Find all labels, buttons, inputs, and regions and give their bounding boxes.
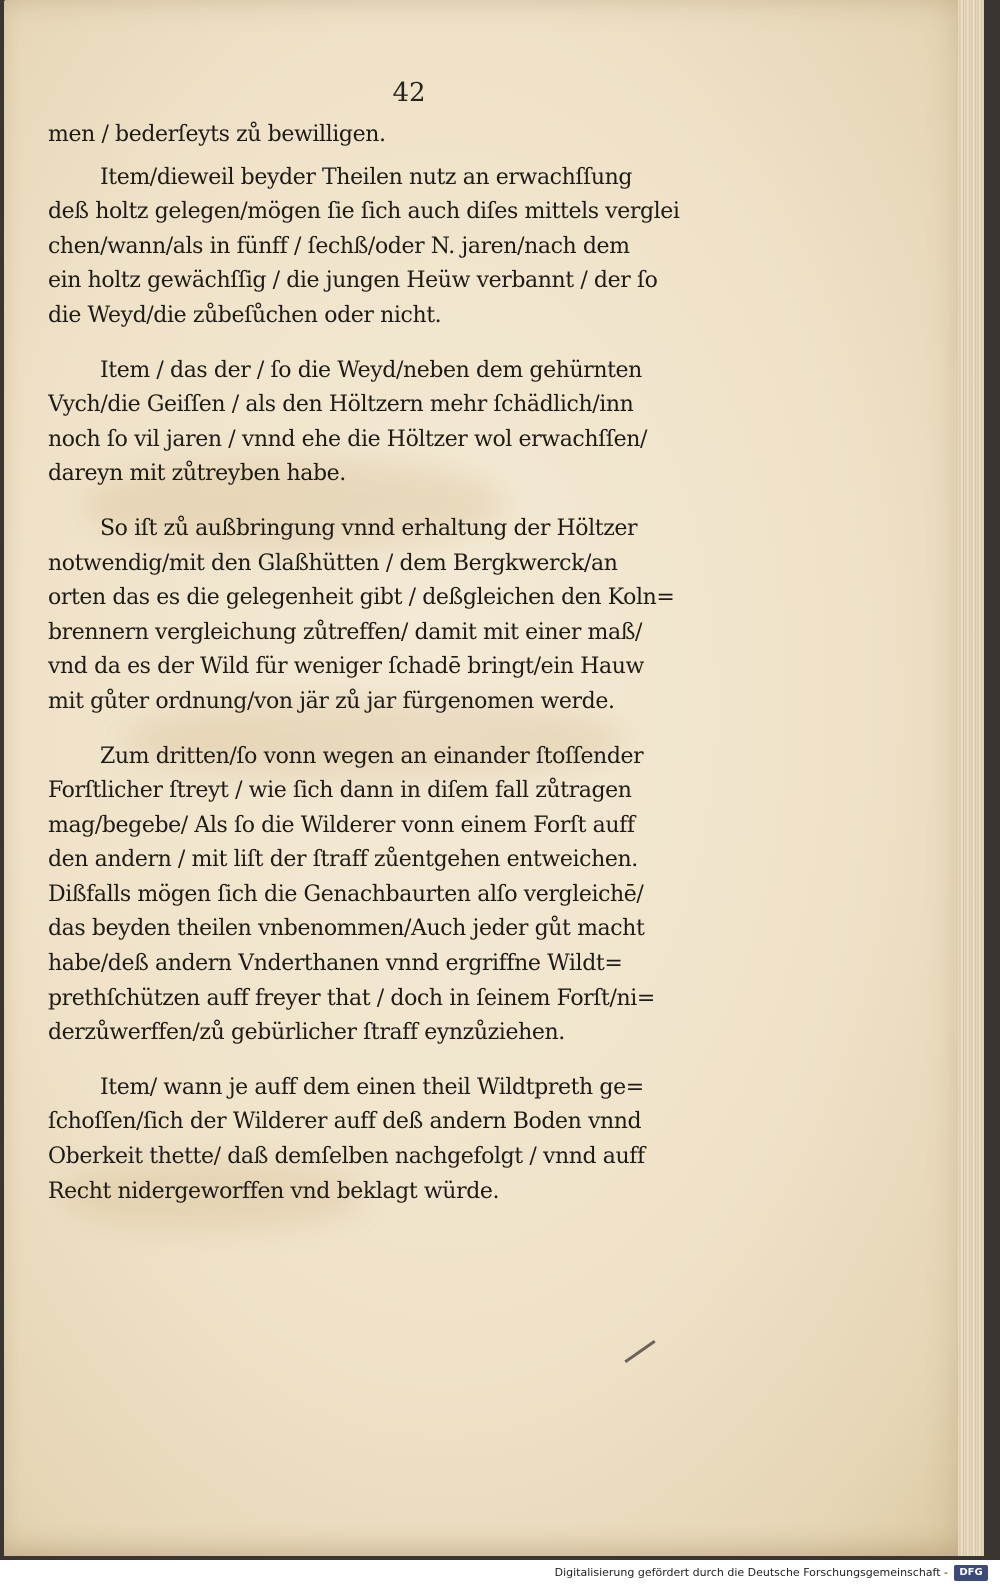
text-line: dareyn mit zůtreyben habe.	[48, 461, 346, 487]
pencil-mark	[624, 1340, 655, 1363]
dfg-logo: DFG	[954, 1565, 988, 1581]
footer-credit: Digitalisierung gefördert durch die Deutsche Forschungsgemeinschaft -	[554, 1566, 948, 1579]
text-line: ein holtz gewächſſig / die jungen Heüw verbannt / der ſo	[48, 268, 658, 294]
paragraph-gap	[48, 1051, 738, 1071]
text-line: habe/deß andern Vnderthanen vnnd ergriffne Wildt=	[48, 951, 623, 977]
paragraph	[48, 118, 738, 153]
text-line: den andern / mit liſt der ſtraff zůentgehen entweichen.	[48, 847, 638, 873]
text-line: prethſchützen auff freyer that / doch in ſeinem Forſt/ni=	[48, 985, 655, 1011]
text-line: Oberkeit thette/ daß demſelben nachgefolgt / vnnd auff	[48, 1144, 645, 1170]
text-line: Item/dieweil beyder Theilen nutz an erwachſſung	[100, 164, 633, 190]
text-line: brennern vergleichung zůtreffen/ damit mit einer maß/	[48, 619, 643, 645]
text-line: notwendig/mit den Glaßhütten / dem Bergkwerck/an	[48, 550, 618, 576]
text-line: vnd da es der Wild für weniger ſchadē bringt/ein Hauw	[48, 654, 644, 680]
text-line: men / bederſeyts zů bewilligen.	[48, 122, 386, 147]
text-line: chen/wann/als in fünff / ſechß/oder N. jaren/nach dem	[48, 233, 630, 259]
paragraph	[48, 512, 738, 720]
page-number: 42	[392, 78, 426, 108]
text-line: noch ſo vil jaren / vnnd ehe die Höltzer wol erwachſſen/	[48, 426, 647, 452]
page-edges	[958, 0, 984, 1556]
paragraph-gap	[48, 334, 738, 354]
paragraph	[48, 1071, 738, 1209]
text-line: Forſtlicher ſtreyt / wie ſich dann in diſem fall zůtragen	[48, 778, 632, 804]
text-line: orten das es die gelegenheit gibt / deßgleichen den Koln=	[48, 585, 675, 611]
paragraph-gap	[48, 720, 738, 740]
paragraph-gap	[48, 492, 738, 512]
text-line: So iſt zů außbringung vnnd erhaltung der Höltzer	[100, 515, 638, 541]
text-line: das beyden theilen vnbenommen/Auch jeder gůt macht	[48, 916, 645, 942]
text-line: Recht nidergeworffen vnd beklagt würde.	[48, 1178, 500, 1204]
footer-bar	[0, 1560, 1000, 1587]
body-text	[48, 118, 738, 1209]
text-line: deß holtz gelegen/mögen ſie ſich auch diſes mittels verglei	[48, 199, 680, 225]
paragraph-gap	[48, 153, 738, 161]
text-line: Item / das der / ſo die Weyd/neben dem gehürnten	[100, 357, 642, 383]
paragraph	[48, 161, 738, 334]
text-line: die Weyd/die zůbeſůchen oder nicht.	[48, 302, 442, 328]
paragraph	[48, 740, 738, 1051]
paragraph	[48, 354, 738, 492]
text-line: mag/begebe/ Als ſo die Wilderer vonn einem Forſt auff	[48, 812, 635, 838]
text-line: derzůwerffen/zů gebürlicher ſtraff eynzůziehen.	[48, 1020, 565, 1046]
text-line: Vych/die Geiſſen / als den Höltzern mehr ſchädlich/inn	[48, 392, 634, 418]
text-line: Zum dritten/ſo vonn wegen an einander ſtoſſender	[100, 743, 644, 769]
text-line: ſchoſſen/ſich der Wilderer auff deß andern Boden vnnd	[48, 1109, 642, 1135]
paper-page	[4, 0, 976, 1556]
text-line: Item/ wann je auff dem einen theil Wildtpreth ge=	[100, 1074, 644, 1100]
text-line: mit gůter ordnung/von jär zů jar fürgenomen werde.	[48, 688, 615, 714]
text-line: Dißfalls mögen ſich die Genachbaurten alſo vergleichē/	[48, 881, 644, 907]
